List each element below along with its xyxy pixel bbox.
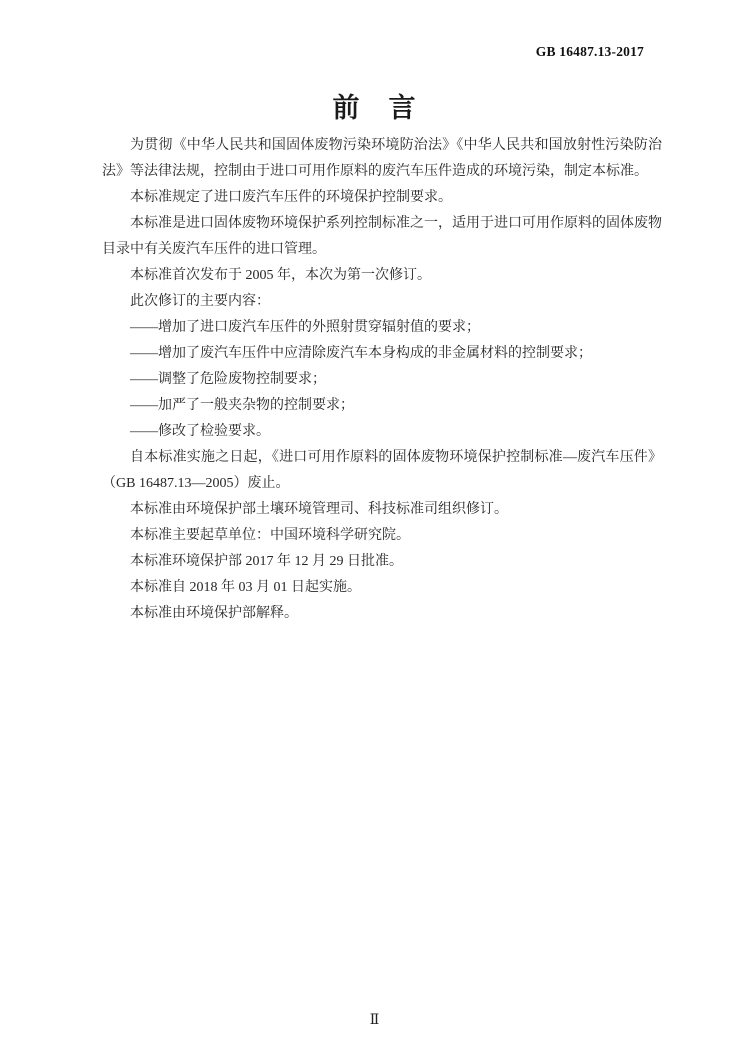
- paragraph: 本标准是进口固体废物环境保护系列控制标准之一，适用于进口可用作原料的固体废物目录中有关废汽车压件的进口管理。: [102, 216, 662, 257]
- paragraph: 本标准主要起草单位：中国环境科学研究院。: [130, 528, 410, 543]
- paragraph: 本标准环境保护部 2017 年 12 月 29 日批准。: [130, 554, 403, 569]
- paragraph: ——增加了进口废汽车压件的外照射贯穿辐射值的要求；: [130, 320, 480, 335]
- paragraph: ——加严了一般夹杂物的控制要求；: [130, 398, 354, 413]
- paragraph: 自本标准实施之日起，《进口可用作原料的固体废物环境保护控制标准—废汽车压件》（GB 16487.13—2005）废止。: [102, 450, 662, 491]
- document-body: [102, 133, 662, 627]
- paragraph: 此次修订的主要内容：: [130, 294, 270, 309]
- page-number: Ⅱ: [369, 1013, 380, 1028]
- paragraph: 本标准规定了进口废汽车压件的环境保护控制要求。: [130, 190, 452, 205]
- paragraph: ——修改了检验要求。: [130, 424, 270, 439]
- paragraph: ——调整了危险废物控制要求；: [130, 372, 326, 387]
- paragraph: 本标准首次发布于 2005 年，本次为第一次修订。: [130, 268, 431, 283]
- paragraph: 本标准由环境保护部解释。: [130, 606, 298, 621]
- paragraph: 本标准自 2018 年 03 月 01 日起实施。: [130, 580, 361, 595]
- page-title: 前 言: [332, 93, 417, 123]
- paragraph: 本标准由环境保护部土壤环境管理司、科技标准司组织修订。: [130, 502, 508, 517]
- paragraph: 为贯彻《中华人民共和国固体废物污染环境防治法》《中华人民共和国放射性污染防治法》等法律法规，控制由于进口可用作原料的废汽车压件造成的环境污染，制定本标准。: [102, 138, 662, 179]
- doc-number: GB 16487.13-2017: [535, 44, 644, 59]
- paragraph: ——增加了废汽车压件中应清除废汽车本身构成的非金属材料的控制要求；: [130, 346, 592, 361]
